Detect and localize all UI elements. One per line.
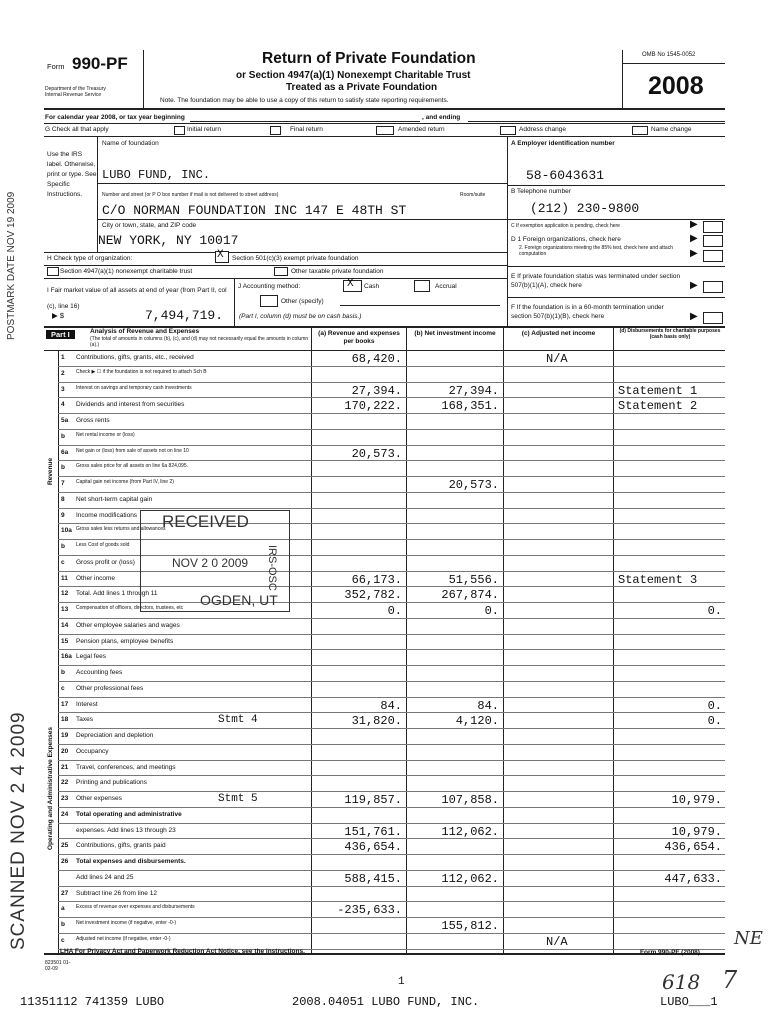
form-title: Return of Private Foundation [262,50,476,67]
lha-notice: LHA For Privacy Act and Paperwork Reduction Act Notice, see the instructions. [60,948,305,955]
row-number: 23 [61,795,69,802]
foundation-name-label: Name of foundation [102,140,159,147]
row-label: Net gain or (loss) from sale of assets not on line 10 [76,447,189,454]
ein-value: 58-6043631 [526,168,605,183]
col-a-value: -235,633. [337,903,402,918]
col-b-value: 4,120. [455,714,499,729]
row-number: b [61,432,65,440]
row-label: Contributions, gifts, grants paid [76,842,166,850]
col-d-value: 0. [707,604,722,618]
table-row [0,572,770,588]
col-a-value: 27,394. [351,383,402,398]
table-row [0,776,770,792]
table-row [0,493,770,509]
col-a-value: 20,573. [351,446,402,461]
row-label: Other employee salaries and wages [76,621,180,629]
table-row [0,682,770,698]
row-label: Other professional fees [76,684,144,692]
col-d-statement: Statement 2 [618,399,698,414]
col-d-value: 436,654. [664,840,722,855]
row-label: Contributions, gifts, grants, etc., received [76,354,194,361]
row-number: 2 [61,369,65,377]
col-d-value: 447,633. [664,871,722,886]
col-d-value: 0. [707,714,722,729]
received-stamp-text: RECEIVED [162,512,249,531]
form-code: 823501 01-02-09 [45,960,71,972]
col-a-value: 66,173. [351,572,402,587]
table-row [0,461,770,477]
row-number: 19 [61,732,69,739]
row-number: 3 [61,385,65,393]
table-row [0,650,770,666]
table-row [0,792,770,808]
other-method-label: Other (specify) [281,298,324,305]
d1-checkbox[interactable] [703,235,723,247]
col-a-value: 31,820. [351,714,402,729]
form-subtitle-1: or Section 4947(a)(1) Nonexempt Charitable Trust [236,70,471,81]
table-row [0,713,770,729]
row-statement-ref: Stmt 5 [218,793,258,805]
col-d-header: (d) Disbursements for charitable purposes (cash basis only) [619,328,721,340]
part-i-note: (Part I, column (d) must be on cash basis.) [239,313,362,320]
row-number: 14 [61,621,69,629]
row-number: a [61,905,65,913]
row-label: Net short-term capital gain [76,495,153,503]
row-number: b [61,543,65,550]
city-label: City or town, state, and ZIP code [102,222,197,229]
table-row [0,430,770,446]
row-label: Net investment income (if negative, enter -0-) [76,920,177,926]
table-row [0,414,770,430]
col-b-value: 84. [477,698,499,713]
col-a-value: 436,654. [344,840,402,855]
table-row [0,524,770,540]
row-label: Total expenses and disbursements. [76,858,186,865]
row-label: Other expenses [76,795,122,802]
row-number: c [61,936,65,944]
row-label: Interest [76,700,98,708]
bottom-left-id: 11351112 741359 LUBO [20,995,165,1009]
row-label: Dividends and interest from securities [76,401,185,409]
row-number: 18 [61,716,69,724]
row-label: Excess of revenue over expenses and disbursements [76,904,195,911]
col-d-value: 10,979. [671,824,722,839]
i-label: I Fair market value of all assets at end of year (from Part II, col (c), line 16) [47,287,227,310]
row-number: 24 [61,810,69,818]
row-label: Gross profit or (loss) [76,558,135,566]
table-row [0,871,770,887]
table-row [0,824,770,840]
col-d-statement: Statement 3 [618,572,698,587]
city-state-zip: NEW YORK, NY 10017 [98,233,239,248]
handwritten-ne: NE [734,928,763,949]
table-row [0,556,770,572]
postmark-stamp: POSTMARK DATE NOV 19 2009 [6,191,17,340]
cash-label: Cash [364,283,380,290]
col-a-value: 170,222. [344,399,402,414]
expenses-side-label: Operating and Administrative Expenses [47,727,54,850]
final-return-checkbox[interactable] [270,126,281,135]
row-number: c [61,558,65,566]
row-number: 6a [61,448,69,456]
col-b-header: (b) Net investment income [414,330,496,337]
col-b-value: 51,556. [448,572,499,587]
table-row [0,603,770,619]
i-arrow: ▶ $ [52,311,65,320]
initial-return-label: Initial return [187,126,221,133]
tax-year: 2008 [648,72,704,100]
row-label: Taxes [76,716,93,724]
handwritten-618: 618 [662,970,701,994]
row-number: 17 [61,700,69,708]
table-row [0,635,770,651]
row-number: 5a [61,417,69,424]
row-number: 21 [61,763,69,771]
c-checkbox[interactable] [703,221,723,233]
use-irs-label: Use the IRS label. Otherwise, print or type. See Specific Instructions. [47,151,97,198]
scanned-stamp: SCANNED NOV 2 4 2009 [8,711,29,950]
col-a-value: 0. [387,604,402,618]
amended-return-checkbox[interactable] [376,126,394,135]
handwritten-7: 7 [722,966,738,994]
row-number: 16a [61,653,72,661]
initial-return-checkbox[interactable] [174,126,185,135]
row-label: Interest on savings and temporary cash investments [76,384,192,391]
table-row [0,902,770,918]
address-label: Number and street (or P O box number if mail is not delivered to street address) [102,192,279,198]
col-a-value: 588,415. [344,871,402,886]
page-number: 1 [398,976,405,988]
row-number: b [61,669,65,676]
row-label: Adjusted net income (if negative, enter -0-) [76,935,171,942]
name-change-label: Name change [651,126,692,133]
col-d-value: 10,979. [671,793,722,807]
row-number: 4 [61,401,65,409]
row-number: 1 [61,354,65,361]
col-d-statement: Statement 1 [618,383,698,398]
table-row [0,698,770,714]
row-label: Net rental income or (loss) [76,431,135,438]
form-note: Note. The foundation may be able to use a copy of this return to satisfy state reporting requirements. [160,97,449,104]
address-change-checkbox[interactable] [500,126,516,135]
check-all-label: G Check all that apply [45,126,109,133]
part-i-tag: Part I [46,330,75,339]
row-label: Subtract line 26 from line 12 [76,889,157,897]
d2-label: 2. Foreign organizations meeting the 85% test, check here and attach computation [519,245,673,257]
foundation-name: LUBO FUND, INC. [102,168,211,182]
col-a-value: 68,420. [351,352,402,366]
part-i-title: Analysis of Revenue and Expenses [90,328,200,335]
d2-checkbox[interactable] [703,250,723,262]
table-row [0,761,770,777]
row-number: 9 [61,511,65,519]
row-label: Compensation of officers, directors, trustees, etc [76,605,184,611]
bottom-right-id: LUBO___1 [660,995,718,1009]
row-number: c [61,684,65,692]
final-return-label: Final return [290,126,323,133]
row-number: b [61,921,65,928]
revenue-side-label: Revenue [47,457,54,485]
omb-number: OMB No 1545-0052 [642,52,696,58]
col-b-value: 155,812. [441,919,499,933]
calendar-year-label: For calendar year 2008, or tax year beginning [45,114,185,121]
h-other-checkbox[interactable] [274,267,288,276]
col-b-value: 20,573. [448,478,499,492]
row-number: 13 [61,606,69,613]
h-opt2-label: Section 4947(a)(1) nonexempt charitable trust [60,268,193,275]
col-a-header: (a) Revenue and expenses per books [318,330,400,345]
row-number: 7 [61,480,65,487]
col-a-value: 352,782. [344,588,402,603]
col-a-value: 84. [380,698,402,713]
col-b-value: 27,394. [448,383,499,398]
other-method-checkbox[interactable] [260,295,278,307]
col-b-value: 107,858. [441,793,499,807]
phone-value: (212) 230-9800 [530,201,640,216]
row-label: Gross sales price for all assets on line 6a 824,095. [76,463,189,470]
col-b-value: 112,062. [441,824,499,839]
row-label: Accounting fees [76,669,123,676]
row-label: Total operating and administrative [76,810,182,818]
row-label: Less Cost of goods sold [76,542,130,548]
fmv-assets: 7,494,719. [145,308,224,323]
table-row [0,855,770,871]
col-c-header: (c) Adjusted net income [521,330,596,337]
row-number: 27 [61,889,69,897]
part-i-title-note: (The total of amounts in columns (b), (c), and (d) may not necessarily equal the amounts in column (a).) [90,336,309,348]
col-d-value: 0. [707,698,722,713]
cash-mark: X [347,278,354,290]
row-label: Printing and publications [76,779,147,787]
irs-label: Internal Revenue Service [45,92,102,98]
ein-label: A Employer identification number [511,140,615,147]
row-label: Total. Add lines 1 through 11 [76,590,158,598]
h-501c3-mark: X [217,249,224,261]
row-number: 11 [61,574,68,582]
row-label: Add lines 24 and 25 [76,873,134,881]
form-subtitle-2: Treated as a Private Foundation [286,82,438,93]
table-row [0,587,770,603]
phone-label: B Telephone number [511,188,571,195]
bottom-mid-id: 2008.04051 LUBO FUND, INC. [292,995,480,1009]
table-row [0,729,770,745]
form-number: 990-PF [72,54,128,73]
received-stamp-irs-osc: IRS-OSC [266,545,278,591]
name-change-checkbox[interactable] [632,126,648,135]
table-row [0,477,770,493]
row-label: Gross rents [76,417,110,424]
address-change-label: Address change [519,126,566,133]
table-row [0,383,770,399]
row-label: Income modifications [76,511,138,519]
row-number: 12 [61,590,69,598]
table-row [0,745,770,761]
and-ending-label: , and ending [422,114,461,121]
f-label: F If the foundation is in a 60-month termination under section 507(b)(1)(B), check here [511,304,664,320]
table-row [0,509,770,525]
row-number: 26 [61,858,69,865]
row-number: 22 [61,779,69,787]
table-row [0,351,770,367]
accrual-checkbox[interactable] [414,280,430,292]
row-number: 25 [61,842,69,850]
col-a-value: 119,857. [344,793,402,807]
col-c-value: N/A [546,934,568,949]
row-label: Occupancy [76,747,109,755]
table-row [0,666,770,682]
table-row [0,619,770,635]
h-opt1-label: Section 501(c)(3) exempt private foundation [232,255,359,262]
table-row [0,367,770,383]
h-label: H Check type of organization: [47,255,133,262]
row-number: b [61,464,65,472]
row-statement-ref: Stmt 4 [218,714,258,727]
table-row [0,887,770,903]
h-4947-checkbox[interactable] [47,267,59,276]
row-number: 10a [61,527,72,535]
street-address: C/O NORMAN FOUNDATION INC 147 E 48TH ST [102,203,407,218]
form-ref-footer: Form 990-PF (2008) [640,949,700,956]
col-b-value: 0. [484,604,499,618]
e-checkbox[interactable] [703,281,723,293]
row-label: Depreciation and depletion [76,732,154,739]
row-number: 15 [61,637,69,645]
row-label: Check ▶ ☐ if the foundation is not required to attach Sch B [76,368,207,375]
table-row [0,398,770,414]
form-label: Form [47,62,65,71]
department: Department of the Treasury [45,86,106,92]
row-label: Gross sales less returns and allowances [76,526,166,533]
table-row [0,839,770,855]
row-label: Travel, conferences, and meetings [76,763,176,771]
row-number: 20 [61,747,69,755]
table-row [0,446,770,462]
col-c-value: N/A [546,352,568,366]
room-suite-label: Room/suite [460,192,486,198]
e-label: E If private foundation status was terminated under section 507(b)(1)(A), check here [511,273,681,289]
row-label: Pension plans, employee benefits [76,637,174,645]
h-opt3-label: Other taxable private foundation [291,268,384,275]
table-row [0,540,770,556]
row-label: expenses. Add lines 13 through 23 [76,826,176,834]
col-a-value: 151,761. [344,824,402,839]
amended-return-label: Amended return [398,126,445,133]
accrual-label: Accrual [435,283,457,290]
row-label: Legal fees [76,653,106,661]
d1-label: D 1 Foreign organizations, check here [511,236,621,243]
c-label: C If exemption application is pending, check here [511,223,620,229]
row-label: Capital gain net income (from Part IV, line 2) [76,479,174,485]
table-row [0,918,770,934]
col-b-value: 112,062. [441,871,499,886]
col-b-value: 267,874. [441,588,499,603]
row-label: Other income [76,574,116,582]
table-row [0,808,770,824]
received-stamp-ogden: OGDEN, UT [200,592,278,608]
f-checkbox[interactable] [703,312,723,324]
col-b-value: 168,351. [441,399,499,414]
j-label: J Accounting method: [238,283,301,290]
row-number: 8 [61,495,65,503]
received-stamp-date: NOV 2 0 2009 [172,556,249,570]
